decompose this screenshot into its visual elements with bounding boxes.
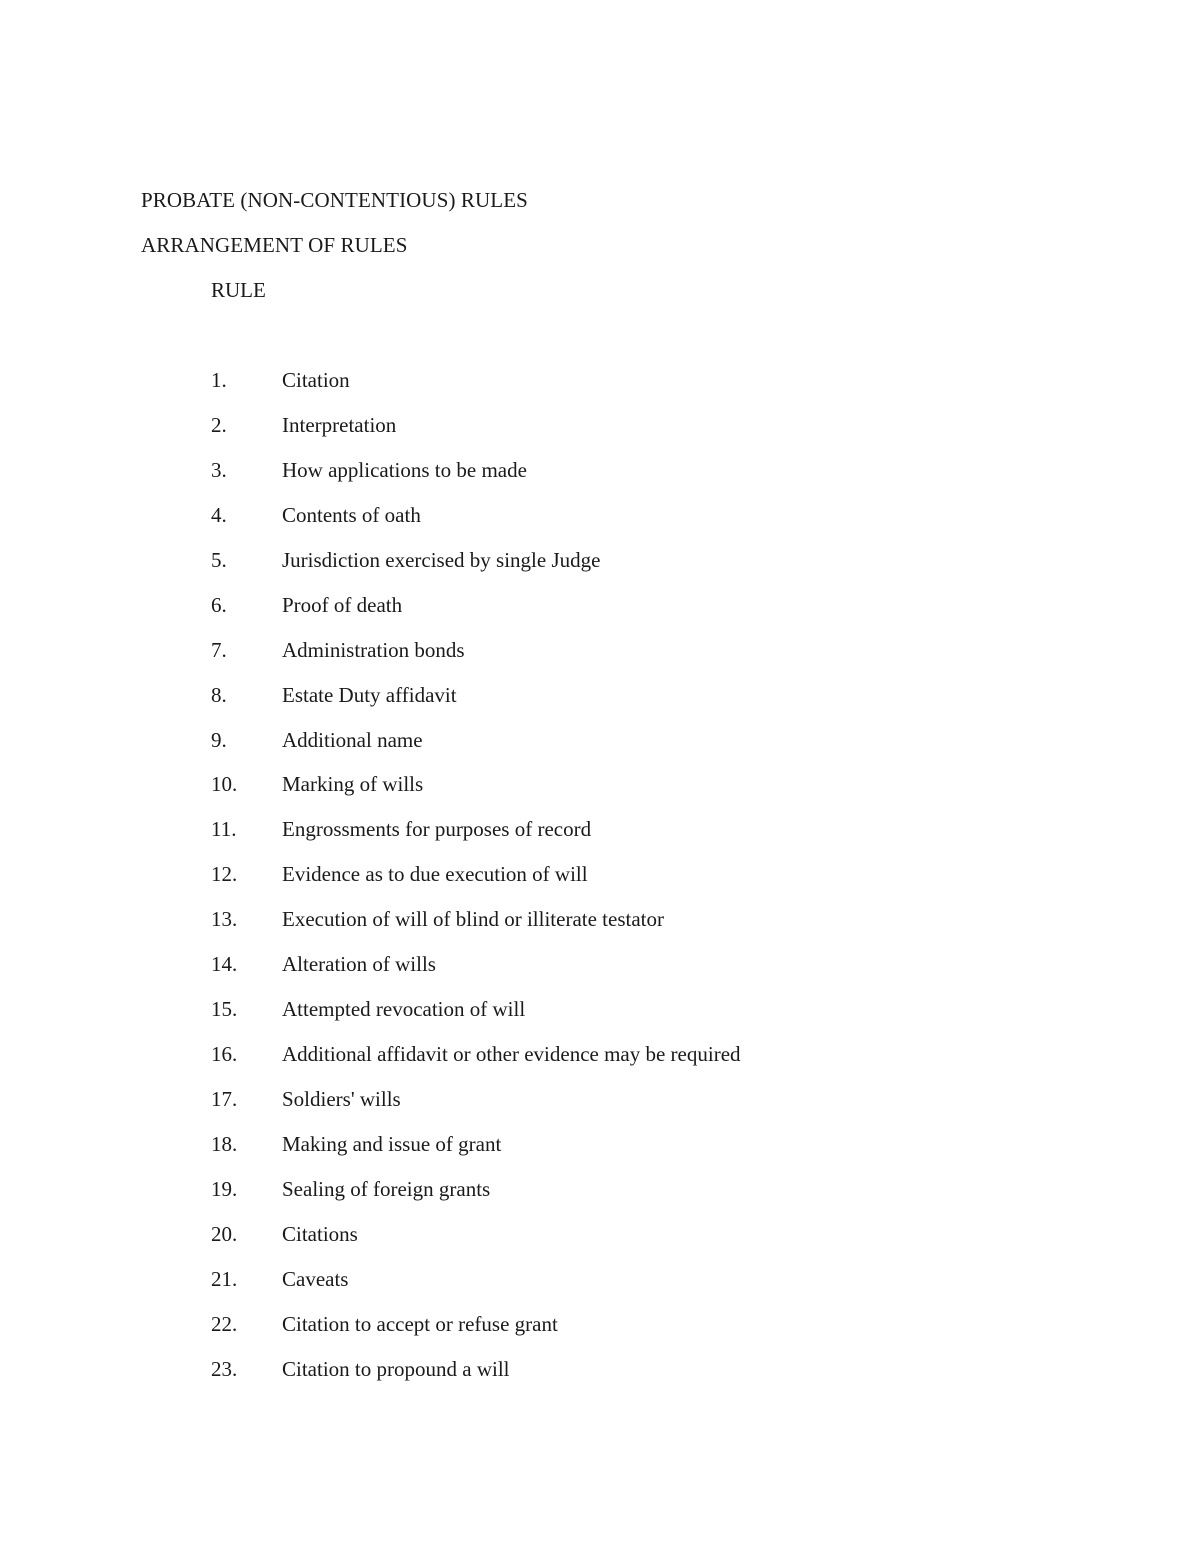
rule-item [211, 1087, 741, 1132]
rule-item [211, 1222, 741, 1267]
rule-number: 23. [211, 1356, 238, 1381]
rule-number: 22. [211, 1311, 238, 1336]
rule-item [211, 1177, 741, 1222]
rule-title: Jurisdiction exercised by single Judge [282, 547, 601, 572]
rule-title: Evidence as to due execution of will [282, 862, 588, 887]
rule-number: 11. [211, 817, 237, 842]
rule-number: 6. [211, 592, 227, 617]
rule-title: Administration bonds [282, 637, 465, 662]
rule-item [211, 907, 741, 952]
rule-title: Citation to propound a will [282, 1356, 510, 1381]
rule-title: Soldiers' wills [282, 1087, 401, 1111]
document-title: PROBATE (NON-CONTENTIOUS) RULES [141, 188, 528, 212]
rule-item [211, 952, 741, 997]
rule-title: Making and issue of grant [282, 1131, 502, 1156]
rule-title: Proof of death [282, 592, 403, 617]
rule-item [211, 728, 741, 773]
rule-title: How applications to be made [282, 457, 527, 482]
rule-title: Alteration of wills [282, 952, 436, 977]
rule-item [211, 548, 741, 593]
rule-item [211, 638, 741, 683]
rule-item [211, 817, 741, 862]
rule-title: Additional name [282, 727, 423, 752]
rule-item [211, 593, 741, 638]
rule-title: Sealing of foreign grants [282, 1176, 491, 1201]
rule-number: 3. [211, 457, 227, 482]
rule-number: 14. [211, 952, 238, 977]
rule-item [211, 1267, 741, 1312]
rule-number: 10. [211, 772, 238, 797]
rule-item [211, 503, 741, 548]
rule-title: Contents of oath [282, 502, 421, 527]
rule-title: Marking of wills [282, 772, 424, 797]
rule-title: Citation to accept or refuse grant [282, 1311, 558, 1336]
rule-column-header: RULE [211, 278, 266, 302]
rule-number: 4. [211, 502, 227, 527]
rule-number: 12. [211, 862, 238, 887]
rule-number: 16. [211, 1042, 238, 1067]
rule-title: Estate Duty affidavit [282, 682, 457, 707]
rule-title: Citation [282, 368, 350, 392]
rule-title: Caveats [282, 1266, 349, 1291]
rule-number: 9. [211, 727, 227, 752]
rule-item [211, 1312, 741, 1357]
rule-number: 17. [211, 1087, 238, 1111]
rule-title: Citations [282, 1221, 358, 1246]
rule-item [211, 772, 741, 817]
rule-number: 7. [211, 637, 227, 662]
rule-number: 21. [211, 1266, 238, 1291]
rule-title: Additional affidavit or other evidence may be required [282, 1042, 741, 1067]
rule-title: Attempted revocation of will [282, 997, 526, 1022]
rule-number: 18. [211, 1131, 238, 1156]
rule-title: Engrossments for purposes of record [282, 817, 592, 842]
rule-item [211, 862, 741, 907]
rule-number: 15. [211, 997, 238, 1022]
rule-item [211, 1042, 741, 1087]
rule-item [211, 413, 741, 458]
rule-number: 1. [211, 368, 227, 392]
rule-number: 19. [211, 1176, 238, 1201]
rule-item [211, 458, 741, 503]
rule-number: 20. [211, 1221, 238, 1246]
rule-item [211, 683, 741, 728]
rule-title: Execution of will of blind or illiterate testator [282, 907, 664, 932]
rule-item [211, 1357, 741, 1402]
rule-item [211, 368, 741, 413]
rule-number: 2. [211, 412, 227, 437]
rule-item [211, 1132, 741, 1177]
rules-list [211, 368, 741, 1402]
rule-number: 5. [211, 547, 227, 572]
rule-number: 13. [211, 907, 238, 932]
rule-item [211, 997, 741, 1042]
rule-title: Interpretation [282, 412, 397, 437]
rule-number: 8. [211, 682, 227, 707]
arrangement-heading: ARRANGEMENT OF RULES [141, 233, 408, 257]
